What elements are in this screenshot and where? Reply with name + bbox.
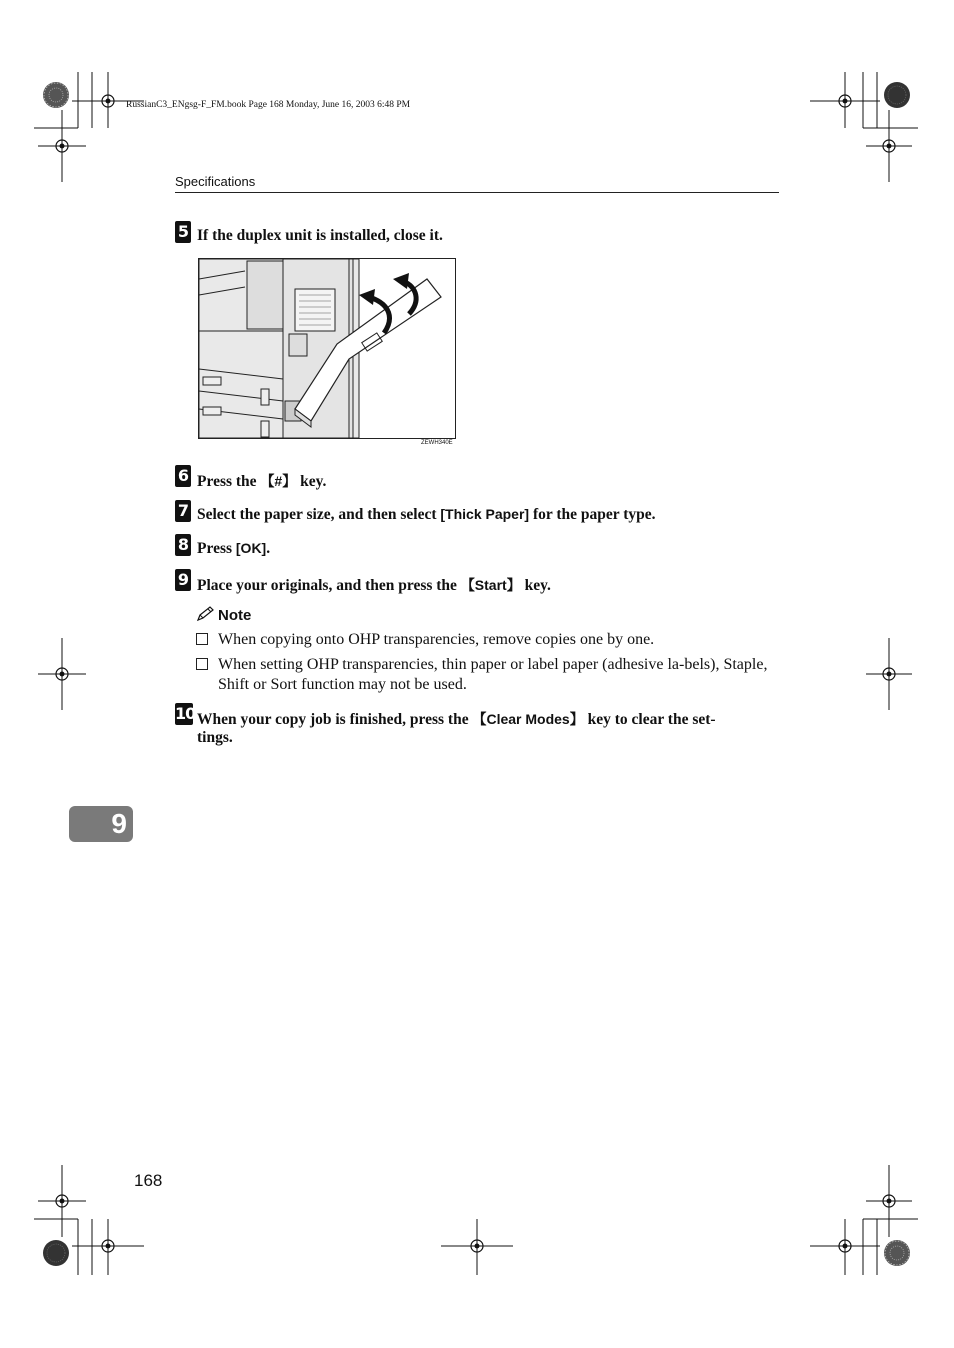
step-text: for the paper type. [529,506,656,523]
copier-drawing [199,259,455,438]
step-number-6: 6 [175,465,191,487]
checkbox-bullet-icon [196,633,208,645]
hash-key: 【#】 [260,473,297,489]
chapter-tab [69,806,133,842]
step-text-8 [197,540,270,558]
step-text: . [266,540,271,557]
step-text: key. [520,577,551,594]
note-title: Note [218,607,252,624]
step-number-10: 10 [175,704,196,723]
step-text: If the duplex unit is installed, close it. [197,227,443,244]
step-text-5 [197,227,443,245]
step-number-5: 5 [175,221,191,243]
duplex-unit-illustration [198,258,456,439]
step-number-9: 9 [175,569,191,591]
step-text: Press the [197,473,261,490]
step-number-8: 8 [175,534,191,556]
step-text-9 [197,575,551,595]
ok-key: [OK] [235,540,267,556]
file-info: RussianC3_ENgsg-F_FM.book Page 168 Monday, June 16, 2003 6:48 PM [126,100,411,110]
step-text: When your copy job is finished, press the [197,711,473,728]
section-header: Specifications [175,174,256,189]
step-text: key to clear the set- [583,711,716,728]
step-text: Press [197,540,236,557]
step-text: Place your originals, and then press the [197,577,461,594]
step-text: key. [296,473,327,490]
figure-code: ZEWH340E [421,440,453,446]
clear-modes-key: 【Clear Modes】 [472,711,584,727]
step-text-6 [197,471,326,491]
note-item [196,630,780,652]
header-rule [175,192,779,193]
step-text: Select the paper size, and then select [197,506,441,523]
note-text: When copying onto OHP transparencies, remove copies one by one. [218,631,655,648]
checkbox-bullet-icon [196,658,208,670]
start-key: 【Start】 [460,577,521,593]
page-number: 168 [134,1171,163,1190]
step-text-10 [197,709,716,729]
note-item [196,655,780,697]
step-text-7 [197,506,656,524]
step-text-10-line2: tings. [197,729,233,746]
pencil-icon [196,606,214,622]
thick-paper-key: [Thick Paper] [440,506,530,522]
note-text: When setting OHP transparencies, thin paper or label paper (adhesive la-bels), Staple, Shift or Sort function may not be used. [218,656,768,693]
chapter-number: 9 [111,808,127,839]
step-number-7: 7 [175,500,191,522]
